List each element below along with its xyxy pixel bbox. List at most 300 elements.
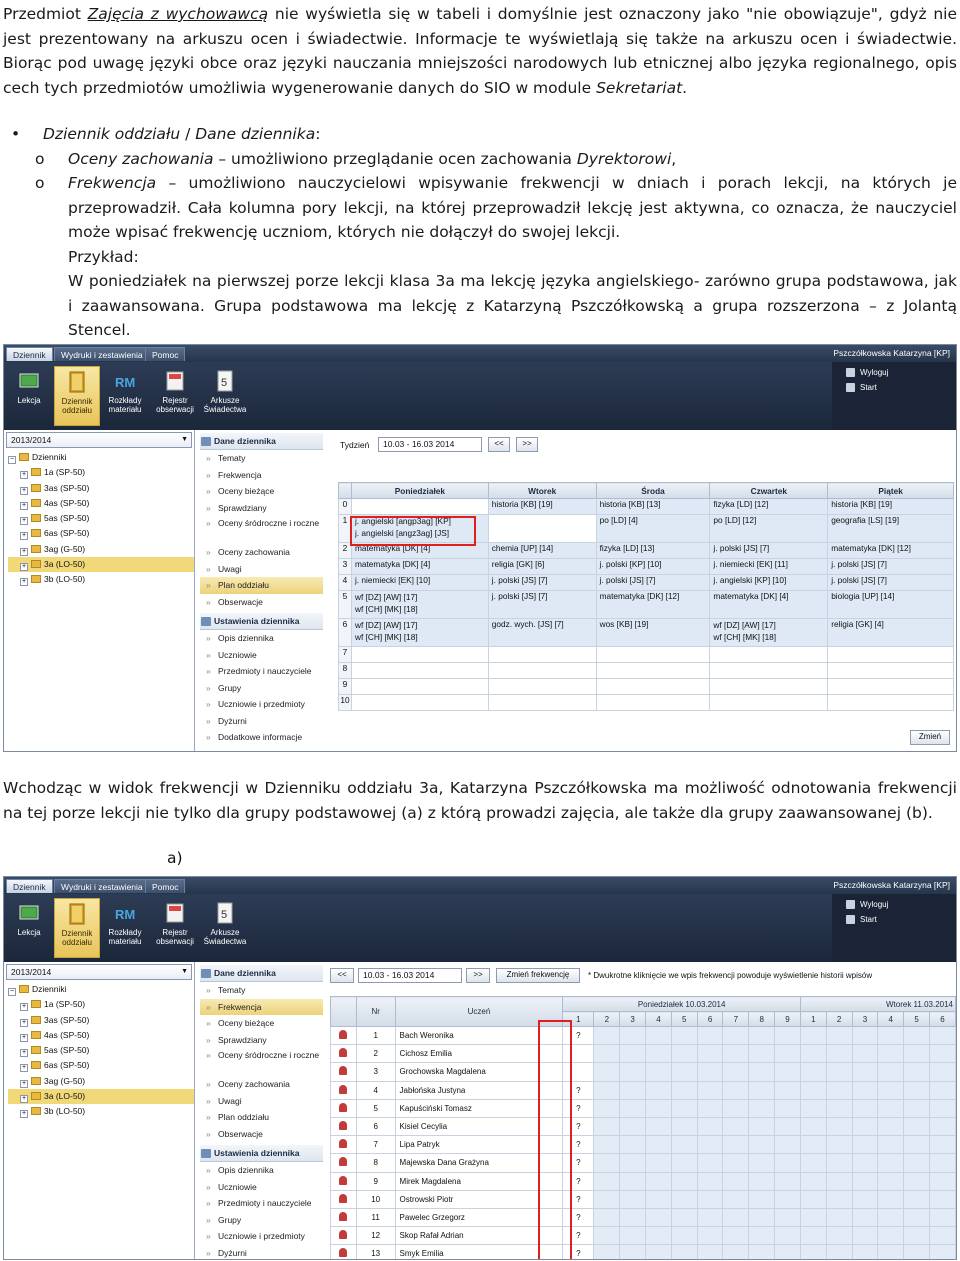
nav-item[interactable]: » Przedmioty i nauczyciele [200,663,323,680]
attendance-cell[interactable]: ? [563,1208,594,1226]
attendance-cell[interactable]: ? [563,1099,594,1117]
attendance-cell[interactable] [826,1136,852,1154]
attendance-cell[interactable] [826,1117,852,1135]
nav-item[interactable]: » Przedmioty i nauczyciele [200,1195,323,1212]
lesson-cell[interactable]: wf [DZ] [AW] [17] wf [CH] [MK] [18] [351,591,488,619]
attendance-cell[interactable] [594,1063,620,1081]
attendance-cell[interactable] [723,1190,749,1208]
attendance-cell[interactable] [671,1190,697,1208]
attendance-cell[interactable] [646,1027,672,1045]
lesson-cell[interactable] [351,695,488,711]
attendance-cell[interactable] [904,1081,930,1099]
attendance-cell[interactable] [878,1136,904,1154]
attendance-cell[interactable] [594,1099,620,1117]
attendance-cell[interactable] [775,1172,801,1190]
lesson-cell[interactable]: po [LD] [4] [596,515,710,543]
attendance-cell[interactable] [620,1245,646,1260]
nav-item[interactable]: » Oceny śródroczne i roczne [200,516,323,544]
attendance-cell[interactable] [929,1227,955,1245]
attendance-cell[interactable] [749,1081,775,1099]
attendance-cell[interactable] [594,1208,620,1226]
attendance-cell[interactable]: ? [563,1027,594,1045]
attendance-cell[interactable] [620,1136,646,1154]
attendance-cell[interactable] [904,1227,930,1245]
lesson-cell[interactable] [828,663,954,679]
nav-item[interactable]: » Uwagi [200,561,323,578]
attendance-cell[interactable] [775,1136,801,1154]
lesson-cell[interactable]: religia [GK] [6] [488,559,596,575]
lesson-cell[interactable]: j. polski [JS] [7] [488,591,596,619]
lesson-cell[interactable] [710,679,828,695]
attendance-cell[interactable] [800,1099,826,1117]
attendance-cell[interactable] [852,1099,878,1117]
lesson-cell[interactable]: j. angielski [KP] [10] [710,575,828,591]
attendance-cell[interactable] [723,1136,749,1154]
lesson-cell[interactable]: matematyka [DK] [4] [351,559,488,575]
attendance-cell[interactable] [929,1099,955,1117]
attendance-cell[interactable] [620,1227,646,1245]
attendance-cell[interactable] [749,1172,775,1190]
attendance-cell[interactable] [671,1027,697,1045]
attendance-cell[interactable] [826,1154,852,1172]
attendance-cell[interactable] [878,1063,904,1081]
lesson-cell[interactable] [596,695,710,711]
tree-class-selected[interactable] [8,1089,194,1104]
attendance-cell[interactable] [800,1154,826,1172]
attendance-cell[interactable] [878,1208,904,1226]
prev-week-button[interactable]: << [488,437,510,452]
lesson-cell[interactable]: j. polski [JS] [7] [828,559,954,575]
attendance-cell[interactable]: ? [563,1245,594,1260]
tree-class[interactable] [8,465,194,480]
attendance-cell[interactable] [697,1245,723,1260]
attendance-cell[interactable] [646,1136,672,1154]
attendance-cell[interactable] [826,1027,852,1045]
attendance-cell[interactable] [723,1172,749,1190]
lesson-cell[interactable]: j. angielski [angp3ag] [KP] j. angielski [angz3ag] [JS] [351,515,488,543]
attendance-cell[interactable] [775,1154,801,1172]
attendance-cell[interactable] [620,1208,646,1226]
lesson-cell[interactable]: j. polski [JS] [7] [596,575,710,591]
attendance-cell[interactable] [723,1117,749,1135]
attendance-cell[interactable]: ? [563,1117,594,1135]
nav-item[interactable]: » Sprawdziany [200,1032,323,1049]
attendance-cell[interactable] [929,1208,955,1226]
attendance-cell[interactable] [775,1027,801,1045]
logout-link[interactable] [846,897,946,912]
attendance-cell[interactable] [671,1117,697,1135]
tree-class[interactable] [8,1043,194,1058]
attendance-cell[interactable] [723,1081,749,1099]
attendance-cell[interactable] [620,1154,646,1172]
attendance-cell[interactable] [929,1245,955,1260]
lesson-cell[interactable]: wf [DZ] [AW] [17] wf [CH] [MK] [18] [710,619,828,647]
attendance-cell[interactable] [723,1027,749,1045]
attendance-cell[interactable] [852,1208,878,1226]
lesson-cell[interactable] [596,663,710,679]
attendance-cell[interactable] [594,1245,620,1260]
nav-item[interactable]: » Obserwacje [200,594,323,611]
attendance-cell[interactable] [878,1154,904,1172]
tree-class[interactable] [8,572,194,587]
lesson-cell[interactable] [351,663,488,679]
attendance-cell[interactable] [749,1208,775,1226]
attendance-cell[interactable] [646,1063,672,1081]
lesson-cell[interactable]: j. polski [JS] [7] [828,575,954,591]
attendance-cell[interactable]: ? [563,1172,594,1190]
attendance-cell[interactable] [852,1081,878,1099]
attendance-cell[interactable] [671,1208,697,1226]
nav-item[interactable]: » Oceny bieżące [200,1015,323,1032]
tab-wydruki[interactable]: Wydruki i zestawienia [54,347,150,361]
lesson-cell[interactable] [596,647,710,663]
nav-item[interactable]: » Oceny zachowania [200,1076,323,1093]
nav-item[interactable]: » Oceny śródroczne i roczne [200,1048,323,1076]
attendance-cell[interactable] [904,1245,930,1260]
attendance-cell[interactable] [826,1245,852,1260]
tree-class[interactable] [8,526,194,541]
lesson-cell[interactable] [488,679,596,695]
attendance-cell[interactable] [646,1117,672,1135]
nav-item[interactable]: » Tematy [200,982,323,999]
lesson-cell[interactable]: j. polski [KP] [10] [596,559,710,575]
attendance-cell[interactable] [852,1172,878,1190]
attendance-cell[interactable] [646,1172,672,1190]
lesson-cell[interactable]: fizyka [LD] [12] [710,499,828,515]
attendance-cell[interactable] [800,1027,826,1045]
lesson-cell[interactable]: fizyka [LD] [13] [596,543,710,559]
ribbon-dziennik-oddzialu[interactable] [54,898,100,958]
attendance-cell[interactable] [775,1245,801,1260]
nav-item[interactable]: » Dyżurni [200,713,323,730]
ribbon-rozklady[interactable] [102,898,148,958]
attendance-cell[interactable] [775,1117,801,1135]
ribbon-arkusze[interactable] [202,898,248,958]
tree-class-selected[interactable] [8,557,194,572]
attendance-cell[interactable] [929,1027,955,1045]
attendance-cell[interactable] [723,1245,749,1260]
nav-item[interactable]: » Oceny zachowania [200,544,323,561]
nav-item[interactable]: » Uczniowie [200,1179,323,1196]
lesson-cell[interactable] [710,663,828,679]
attendance-cell[interactable] [800,1208,826,1226]
week-field[interactable] [358,968,462,983]
attendance-cell[interactable] [878,1245,904,1260]
attendance-cell[interactable] [749,1245,775,1260]
attendance-cell[interactable] [671,1245,697,1260]
attendance-cell[interactable] [878,1117,904,1135]
attendance-cell[interactable] [697,1117,723,1135]
week-field[interactable] [378,437,482,452]
tree-class[interactable] [8,997,194,1012]
attendance-cell[interactable] [697,1027,723,1045]
attendance-cell[interactable] [775,1063,801,1081]
attendance-cell[interactable] [749,1117,775,1135]
attendance-cell[interactable] [826,1208,852,1226]
attendance-cell[interactable] [594,1045,620,1063]
attendance-cell[interactable] [904,1208,930,1226]
lesson-cell[interactable]: wf [DZ] [AW] [17] wf [CH] [MK] [18] [351,619,488,647]
lesson-cell[interactable]: godz. wych. [JS] [7] [488,619,596,647]
attendance-cell[interactable] [697,1154,723,1172]
attendance-cell[interactable] [826,1063,852,1081]
attendance-cell[interactable] [826,1045,852,1063]
start-link[interactable] [846,912,946,927]
lesson-cell[interactable] [710,647,828,663]
attendance-cell[interactable] [594,1227,620,1245]
attendance-cell[interactable] [904,1190,930,1208]
nav-item-selected[interactable]: » Plan oddziału [200,577,323,594]
attendance-cell[interactable] [723,1154,749,1172]
attendance-cell[interactable]: ? [563,1081,594,1099]
attendance-cell[interactable] [646,1208,672,1226]
tab-dziennik[interactable]: Dziennik [6,879,53,893]
nav-item[interactable]: » Uczniowie i przedmioty [200,696,323,713]
tree-class[interactable] [8,481,194,496]
attendance-cell[interactable] [749,1045,775,1063]
lesson-cell[interactable]: matematyka [DK] [4] [351,543,488,559]
nav-item[interactable]: » Grupy [200,680,323,697]
attendance-cell[interactable] [646,1245,672,1260]
tree-class[interactable] [8,1058,194,1073]
attendance-cell[interactable] [671,1227,697,1245]
prev-week-button[interactable]: << [330,968,354,983]
ribbon-dziennik-oddzialu[interactable] [54,366,100,426]
ribbon-lekcja[interactable] [6,898,52,958]
year-select[interactable] [6,964,192,980]
attendance-cell[interactable] [594,1136,620,1154]
attendance-cell[interactable] [775,1208,801,1226]
attendance-cell[interactable] [929,1117,955,1135]
start-link[interactable] [846,380,946,395]
lesson-cell[interactable] [351,499,488,515]
lesson-cell[interactable]: matematyka [DK] [12] [828,543,954,559]
attendance-cell[interactable] [800,1117,826,1135]
change-attendance-button[interactable]: Zmień frekwencję [496,968,580,983]
attendance-cell[interactable] [800,1045,826,1063]
attendance-cell[interactable] [904,1027,930,1045]
nav-item[interactable]: » Oceny bieżące [200,483,323,500]
attendance-cell[interactable] [929,1154,955,1172]
lesson-cell[interactable]: matematyka [DK] [12] [596,591,710,619]
attendance-cell[interactable] [904,1117,930,1135]
attendance-cell[interactable] [620,1027,646,1045]
nav-item[interactable]: » Frekwencja [200,467,323,484]
attendance-cell[interactable]: ? [563,1154,594,1172]
attendance-cell[interactable] [646,1190,672,1208]
ribbon-rejestr[interactable] [152,898,198,958]
attendance-cell[interactable] [671,1136,697,1154]
attendance-cell[interactable] [671,1045,697,1063]
attendance-cell[interactable] [723,1045,749,1063]
attendance-cell[interactable] [852,1245,878,1260]
attendance-cell[interactable] [878,1081,904,1099]
attendance-cell[interactable] [671,1099,697,1117]
attendance-cell[interactable] [671,1081,697,1099]
attendance-cell[interactable] [594,1081,620,1099]
attendance-cell[interactable] [904,1154,930,1172]
tree-class[interactable] [8,1028,194,1043]
attendance-cell[interactable] [723,1063,749,1081]
nav-item[interactable]: » Uwagi [200,1093,323,1110]
attendance-cell[interactable] [929,1190,955,1208]
tab-wydruki[interactable]: Wydruki i zestawienia [54,879,150,893]
ribbon-lekcja[interactable] [6,366,52,426]
attendance-cell[interactable] [800,1245,826,1260]
tree-root[interactable] [8,450,194,465]
nav-item-selected[interactable]: » Frekwencja [200,999,323,1016]
attendance-cell[interactable] [646,1099,672,1117]
lesson-cell[interactable] [828,679,954,695]
attendance-cell[interactable] [775,1081,801,1099]
attendance-cell[interactable] [697,1208,723,1226]
lesson-cell[interactable] [488,515,596,543]
nav-item[interactable]: » Dodatkowe informacje [200,729,323,746]
attendance-cell[interactable] [749,1063,775,1081]
nav-item[interactable]: » Sprawdziany [200,500,323,517]
attendance-cell[interactable] [620,1190,646,1208]
attendance-cell[interactable] [749,1190,775,1208]
attendance-cell[interactable] [852,1154,878,1172]
attendance-cell[interactable] [646,1045,672,1063]
attendance-cell[interactable] [749,1154,775,1172]
attendance-cell[interactable] [697,1045,723,1063]
lesson-cell[interactable]: j. niemiecki [EK] [10] [351,575,488,591]
lesson-cell[interactable]: historia [KB] [19] [828,499,954,515]
tree-class[interactable] [8,1013,194,1028]
attendance-cell[interactable] [800,1227,826,1245]
attendance-cell[interactable] [594,1154,620,1172]
attendance-cell[interactable] [620,1045,646,1063]
attendance-cell[interactable] [775,1190,801,1208]
nav-item[interactable]: » Obserwacje [200,1126,323,1143]
attendance-cell[interactable] [723,1227,749,1245]
lesson-cell[interactable]: geografia [LS] [19] [828,515,954,543]
nav-item[interactable]: » Grupy [200,1212,323,1229]
lesson-cell[interactable] [828,695,954,711]
lesson-cell[interactable] [710,695,828,711]
attendance-cell[interactable] [800,1136,826,1154]
attendance-cell[interactable] [620,1099,646,1117]
attendance-cell[interactable] [852,1117,878,1135]
attendance-cell[interactable] [929,1063,955,1081]
attendance-cell[interactable] [904,1045,930,1063]
lesson-cell[interactable]: historia [KB] [13] [596,499,710,515]
lesson-cell[interactable]: j. niemiecki [EK] [11] [710,559,828,575]
attendance-cell[interactable] [594,1172,620,1190]
attendance-cell[interactable] [878,1027,904,1045]
lesson-cell[interactable]: religia [GK] [4] [828,619,954,647]
tab-dziennik[interactable]: Dziennik [6,347,53,361]
nav-item[interactable]: » Uczniowie [200,647,323,664]
attendance-cell[interactable] [620,1063,646,1081]
lesson-cell[interactable]: chemia [UP] [14] [488,543,596,559]
attendance-cell[interactable] [620,1172,646,1190]
attendance-cell[interactable] [852,1063,878,1081]
tab-pomoc[interactable]: Pomoc [145,347,185,361]
tree-class[interactable] [8,1104,194,1119]
lesson-cell[interactable] [351,679,488,695]
nav-item[interactable]: » Dyżurni [200,1245,323,1261]
tree-class[interactable] [8,1074,194,1089]
attendance-cell[interactable] [697,1172,723,1190]
attendance-cell[interactable] [620,1117,646,1135]
lesson-cell[interactable] [488,695,596,711]
attendance-cell[interactable] [697,1227,723,1245]
attendance-cell[interactable] [826,1172,852,1190]
attendance-cell[interactable] [723,1208,749,1226]
attendance-cell[interactable] [594,1190,620,1208]
lesson-cell[interactable]: biologia [UP] [14] [828,591,954,619]
attendance-cell[interactable] [929,1172,955,1190]
attendance-cell[interactable]: ? [563,1190,594,1208]
lesson-cell[interactable]: wos [KB] [19] [596,619,710,647]
edit-button[interactable]: Zmień [910,730,950,745]
lesson-cell[interactable] [596,679,710,695]
attendance-cell[interactable] [646,1154,672,1172]
attendance-cell[interactable] [697,1081,723,1099]
attendance-cell[interactable] [852,1136,878,1154]
attendance-cell[interactable] [852,1227,878,1245]
attendance-cell[interactable] [646,1081,672,1099]
attendance-cell[interactable] [852,1045,878,1063]
attendance-cell[interactable] [697,1099,723,1117]
nav-item[interactable]: » Plan oddziału [200,1109,323,1126]
attendance-cell[interactable] [878,1045,904,1063]
attendance-cell[interactable] [594,1027,620,1045]
lesson-cell[interactable] [351,647,488,663]
attendance-cell[interactable] [878,1099,904,1117]
attendance-cell[interactable] [723,1099,749,1117]
logout-link[interactable] [846,365,946,380]
attendance-cell[interactable] [800,1081,826,1099]
attendance-cell[interactable]: ? [563,1227,594,1245]
tree-class[interactable] [8,496,194,511]
attendance-cell[interactable] [826,1099,852,1117]
ribbon-rejestr[interactable] [152,366,198,426]
tree-class[interactable] [8,542,194,557]
attendance-cell[interactable] [878,1172,904,1190]
attendance-cell[interactable] [800,1190,826,1208]
attendance-cell[interactable] [749,1227,775,1245]
tree-root[interactable] [8,982,194,997]
next-week-button[interactable]: >> [466,968,490,983]
lesson-cell[interactable]: po [LD] [12] [710,515,828,543]
attendance-cell[interactable] [775,1227,801,1245]
attendance-cell[interactable] [749,1136,775,1154]
attendance-cell[interactable] [749,1099,775,1117]
attendance-cell[interactable] [904,1136,930,1154]
attendance-cell[interactable] [749,1027,775,1045]
attendance-cell[interactable] [697,1190,723,1208]
attendance-cell[interactable] [671,1154,697,1172]
attendance-cell[interactable] [878,1190,904,1208]
nav-item[interactable]: » Opis dziennika [200,630,323,647]
attendance-cell[interactable] [826,1227,852,1245]
lesson-cell[interactable]: historia [KB] [19] [488,499,596,515]
attendance-cell[interactable] [671,1172,697,1190]
attendance-cell[interactable] [826,1190,852,1208]
attendance-cell[interactable] [929,1045,955,1063]
nav-item[interactable]: » Uczniowie i przedmioty [200,1228,323,1245]
ribbon-arkusze[interactable] [202,366,248,426]
attendance-cell[interactable] [826,1081,852,1099]
attendance-cell[interactable] [852,1190,878,1208]
attendance-cell[interactable] [800,1172,826,1190]
nav-item[interactable]: » Opis dziennika [200,1162,323,1179]
lesson-cell[interactable]: matematyka [DK] [4] [710,591,828,619]
attendance-cell[interactable]: ? [563,1136,594,1154]
